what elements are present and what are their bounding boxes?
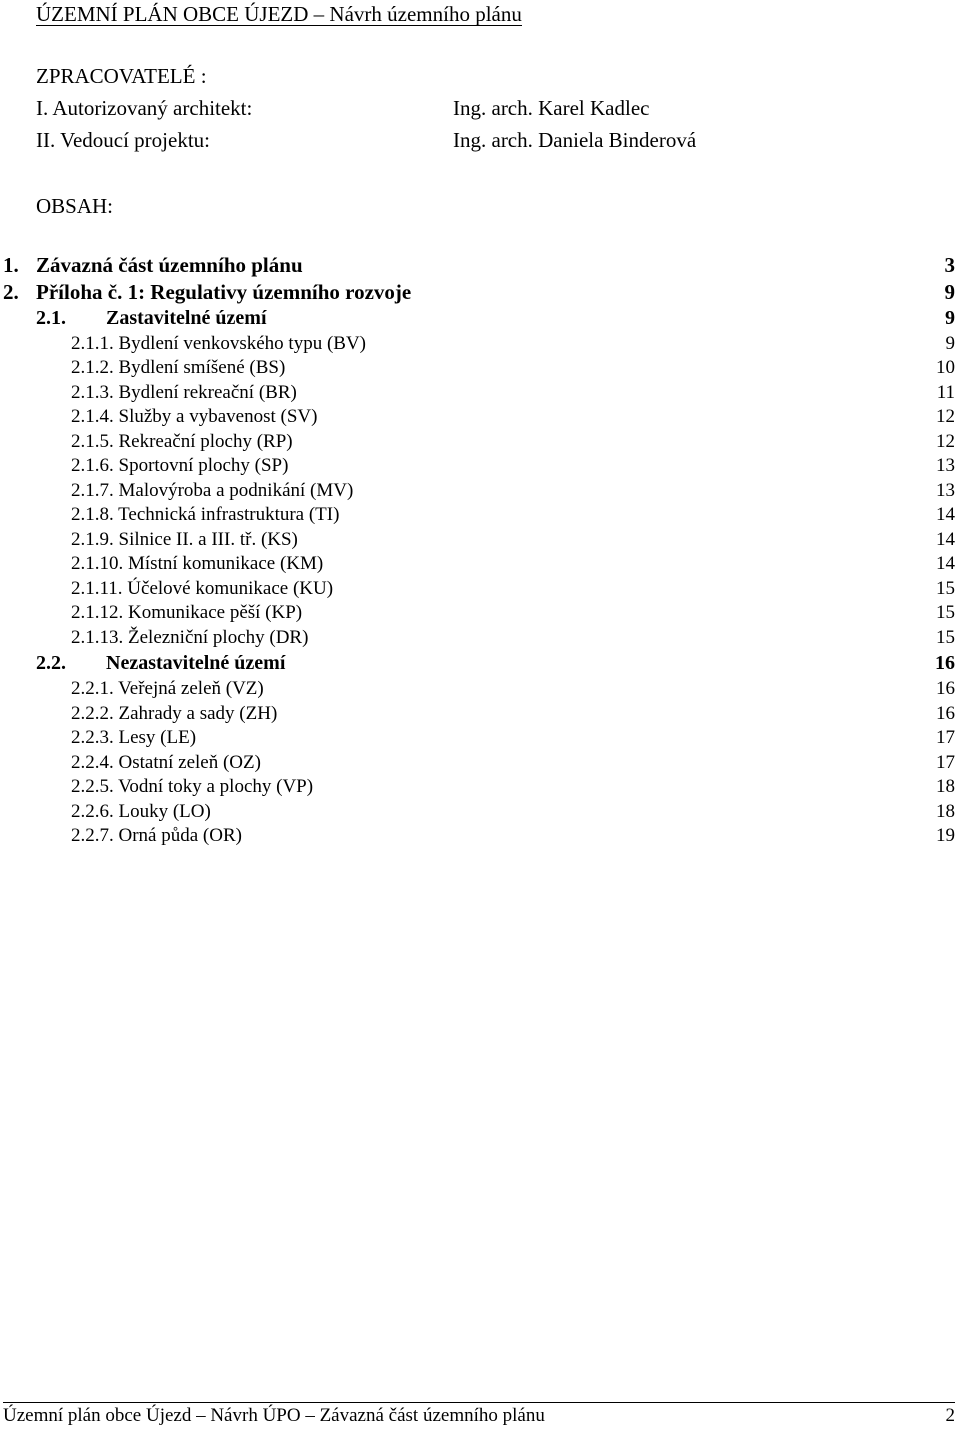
toc-label: 2.2.7. Orná půda (OR) — [71, 825, 242, 846]
toc-page: 14 — [936, 504, 955, 525]
toc-label: 2.1.1. Bydlení venkovského typu (BV) — [71, 333, 367, 354]
toc-page: 15 — [936, 627, 955, 648]
toc-number: 1. — [3, 253, 19, 277]
toc-page: 16 — [935, 652, 955, 674]
toc-label: Závazná část územního plánu — [36, 253, 303, 277]
page-footer — [3, 1402, 955, 1429]
author-role: II. Vedoucí projektu: — [36, 128, 210, 152]
author-name: Ing. arch. Daniela Binderová — [453, 128, 697, 152]
author-role: I. Autorizovaný architekt: — [36, 96, 253, 120]
toc-label: 2.1.9. Silnice II. a III. tř. (KS) — [71, 529, 298, 550]
toc-number: 2.2. — [36, 652, 66, 674]
toc-label: 2.1.6. Sportovní plochy (SP) — [71, 455, 289, 476]
toc-page: 14 — [936, 529, 955, 550]
toc-label: 2.2.6. Louky (LO) — [71, 801, 211, 822]
toc-label: 2.1.7. Malovýroba a podnikání (MV) — [71, 480, 354, 501]
toc-label: 2.2.3. Lesy (LE) — [71, 727, 197, 748]
toc-page: 11 — [936, 382, 955, 403]
toc-page: 10 — [936, 357, 955, 378]
toc-label: 2.2.5. Vodní toky a plochy (VP) — [71, 776, 314, 797]
page-number: 2 — [945, 1405, 955, 1426]
toc-label: 2.2.1. Veřejná zeleň (VZ) — [71, 678, 264, 699]
contents-heading: OBSAH: — [36, 194, 114, 218]
toc-label: 2.1.10. Místní komunikace (KM) — [71, 553, 324, 574]
toc-label: 2.1.13. Železniční plochy (DR) — [71, 627, 309, 648]
toc-label: 2.1.11. Účelové komunikace (KU) — [71, 578, 334, 599]
toc-label: Nezastavitelné území — [106, 652, 286, 674]
toc-page: 12 — [936, 406, 955, 427]
toc-page: 9 — [944, 280, 955, 304]
toc-page: 9 — [945, 333, 955, 354]
footer-text: Územní plán obce Újezd – Návrh ÚPO – Závazná část územního plánu — [3, 1405, 545, 1426]
toc-label: Příloha č. 1: Regulativy územního rozvoje — [36, 280, 412, 304]
authors-heading: ZPRACOVATELÉ : — [36, 64, 207, 88]
toc-label: 2.1.12. Komunikace pěší (KP) — [71, 602, 303, 623]
toc-page: 13 — [936, 455, 955, 476]
toc-label: 2.1.2. Bydlení smíšené (BS) — [71, 357, 286, 378]
toc-label: Zastavitelné území — [106, 307, 267, 329]
toc-page: 18 — [936, 801, 955, 822]
document-title: ÚZEMNÍ PLÁN OBCE ÚJEZD – Návrh územního plánu — [36, 2, 522, 26]
toc-page: 17 — [936, 752, 955, 773]
toc-page: 17 — [936, 727, 955, 748]
toc-label: 2.1.5. Rekreační plochy (RP) — [71, 431, 293, 452]
author-name: Ing. arch. Karel Kadlec — [453, 96, 650, 120]
toc-page: 3 — [944, 253, 955, 277]
toc-label: 2.2.2. Zahrady a sady (ZH) — [71, 703, 278, 724]
toc-number: 2.1. — [36, 307, 66, 329]
toc-page: 14 — [936, 553, 955, 574]
toc-label: 2.1.3. Bydlení rekreační (BR) — [71, 382, 297, 403]
toc-page: 19 — [936, 825, 955, 846]
toc-page: 13 — [936, 480, 955, 501]
toc-label: 2.1.8. Technická infrastruktura (TI) — [71, 504, 340, 525]
toc-page: 12 — [936, 431, 955, 452]
toc-page: 16 — [936, 678, 955, 699]
toc-page: 15 — [936, 578, 955, 599]
toc-page: 16 — [936, 703, 955, 724]
toc-page: 9 — [945, 307, 955, 329]
toc-label: 2.1.4. Služby a vybavenost (SV) — [71, 406, 318, 427]
toc-page: 15 — [936, 602, 955, 623]
toc-number: 2. — [3, 280, 19, 304]
toc-page: 18 — [936, 776, 955, 797]
toc-label: 2.2.4. Ostatní zeleň (OZ) — [71, 752, 261, 773]
